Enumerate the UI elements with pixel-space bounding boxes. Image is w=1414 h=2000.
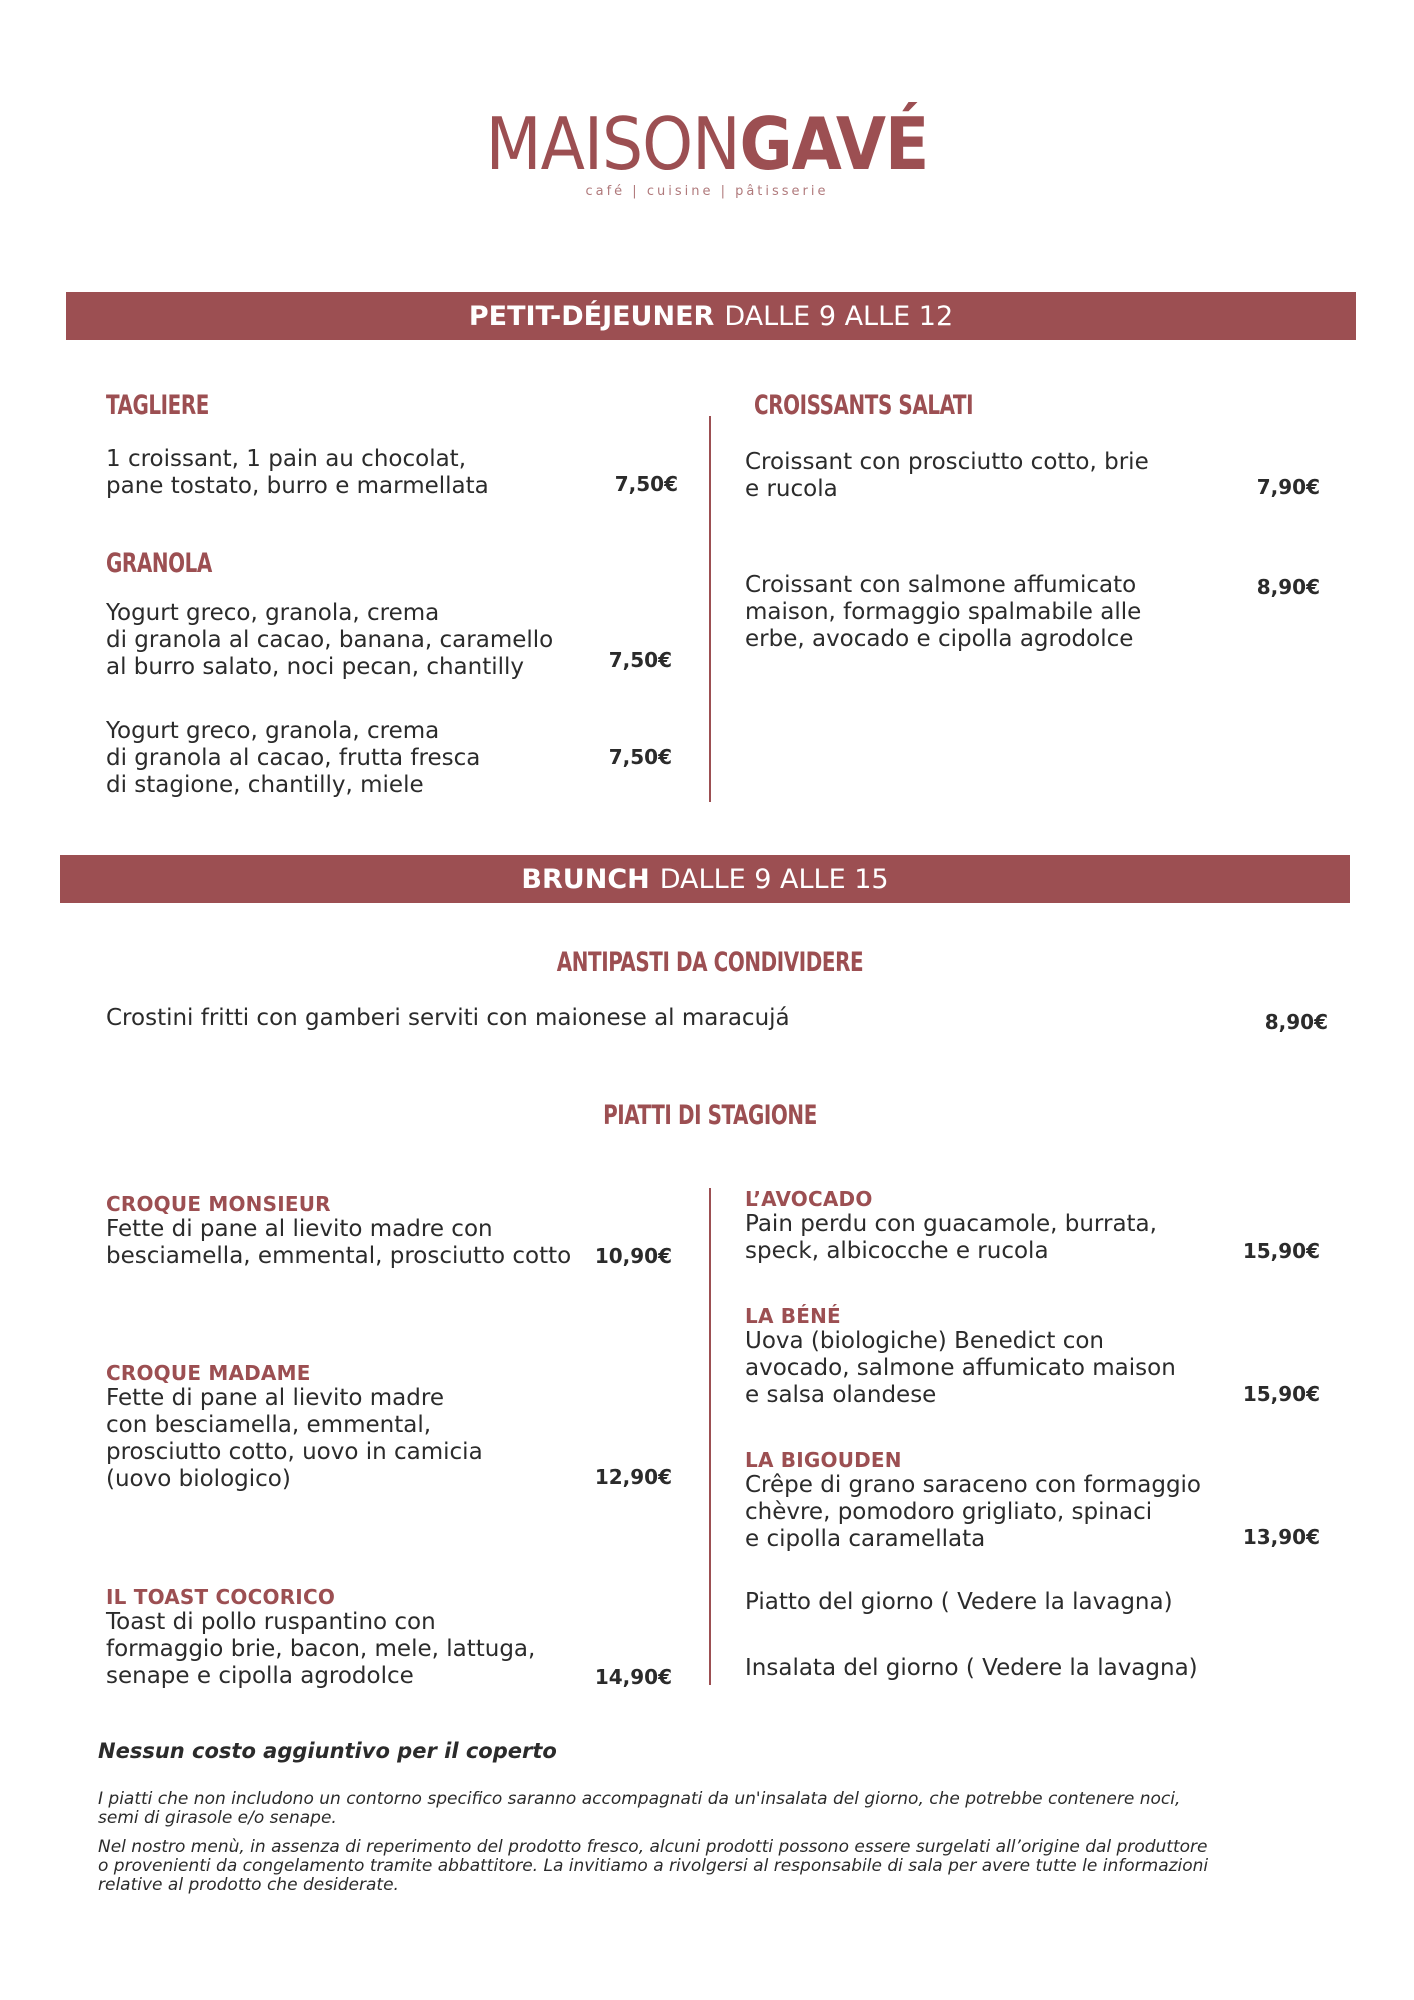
logo bbox=[0, 102, 1414, 199]
item-desc-line: e rucola bbox=[745, 476, 838, 502]
item-desc-line: pane tostato, burro e marmellata bbox=[106, 473, 489, 499]
item-desc-line: maison, formaggio spalmabile alle bbox=[745, 599, 1142, 625]
item-desc-line: e salsa olandese bbox=[745, 1382, 937, 1408]
item-desc-line: speck, albicocche e rucola bbox=[745, 1238, 1049, 1264]
item-desc-line: Pain perdu con guacamole, burrata, bbox=[745, 1211, 1157, 1237]
item-desc-line: avocado, salmone affumicato maison bbox=[745, 1355, 1176, 1381]
item-desc-line: besciamella, emmental, prosciutto cotto bbox=[106, 1243, 572, 1269]
menu-item-la-bigouden bbox=[745, 1472, 1201, 1553]
item-desc-line: formaggio brie, bacon, mele, lattuga, bbox=[106, 1636, 536, 1662]
item-desc-line: Crêpe di grano saraceno con formaggio bbox=[745, 1472, 1202, 1498]
item-desc-line: Fette di pane al lievito madre bbox=[106, 1385, 444, 1411]
category-croissants-salati: CROISSANTS SALATI bbox=[754, 390, 974, 421]
note-line: relative al prodotto che desiderate. bbox=[98, 1875, 399, 1895]
item-desc-line: al burro salato, noci pecan, chantilly bbox=[106, 654, 525, 680]
item-desc-line: Uova (biologiche) Benedict con bbox=[745, 1328, 1104, 1354]
item-desc-line: (uovo biologico) bbox=[106, 1466, 291, 1492]
item-desc-line: di stagione, chantilly, miele bbox=[106, 772, 424, 798]
menu-item-la-bene bbox=[745, 1328, 1176, 1409]
item-price: 15,90€ bbox=[1242, 1239, 1320, 1263]
item-desc-line: di granola al cacao, banana, caramello bbox=[106, 627, 554, 653]
note-contorno bbox=[98, 1790, 1328, 1828]
menu-item-croque-madame bbox=[106, 1385, 483, 1493]
menu-item-insalata-del-giorno: Insalata del giorno ( Vedere la lavagna) bbox=[745, 1655, 1198, 1681]
menu-item-toast-cocorico bbox=[106, 1609, 535, 1690]
item-desc-line: Croissant con salmone affumicato bbox=[745, 572, 1137, 598]
item-price: 7,50€ bbox=[608, 745, 672, 769]
note-line: semi di girasole e/o senape. bbox=[98, 1808, 337, 1828]
banner-brunch bbox=[60, 855, 1350, 903]
category-antipasti: ANTIPASTI DA CONDIVIDERE bbox=[556, 947, 864, 978]
item-price: 7,90€ bbox=[1256, 475, 1320, 499]
item-desc-line: senape e cipolla agrodolce bbox=[106, 1663, 414, 1689]
item-price: 8,90€ bbox=[1256, 575, 1320, 599]
category-granola: GRANOLA bbox=[106, 548, 212, 579]
item-price: 8,90€ bbox=[1264, 1010, 1328, 1034]
item-desc-line: di granola al cacao, frutta fresca bbox=[106, 745, 481, 771]
banner-title: PETIT-DÉJEUNER bbox=[468, 300, 715, 332]
logo-wordmark bbox=[0, 102, 1414, 186]
item-desc-line: Toast di pollo ruspantino con bbox=[106, 1609, 436, 1635]
item-desc-line: Yogurt greco, granola, crema bbox=[106, 718, 440, 744]
item-desc-line: prosciutto cotto, uovo in camicia bbox=[106, 1439, 483, 1465]
category-piatti-di-stagione: PIATTI DI STAGIONE bbox=[603, 1100, 817, 1131]
item-price: 12,90€ bbox=[594, 1465, 672, 1489]
item-desc-line: Fette di pane al lievito madre con bbox=[106, 1216, 493, 1242]
item-price: 14,90€ bbox=[594, 1665, 672, 1689]
menu-item-croissant-2 bbox=[745, 572, 1141, 653]
note-coperto: Nessun costo aggiuntivo per il coperto bbox=[98, 1739, 557, 1763]
item-price: 15,90€ bbox=[1242, 1382, 1320, 1406]
banner-hours: DALLE 9 ALLE 15 bbox=[659, 863, 889, 895]
item-desc-line: Croissant con prosciutto cotto, brie bbox=[745, 449, 1149, 475]
column-divider bbox=[709, 1188, 711, 1685]
banner-title: BRUNCH bbox=[521, 863, 650, 895]
menu-item-croque-monsieur bbox=[106, 1216, 571, 1270]
menu-item-tagliere bbox=[106, 446, 489, 500]
item-desc-line: Yogurt greco, granola, crema bbox=[106, 600, 440, 626]
menu-item-piatto-del-giorno: Piatto del giorno ( Vedere la lavagna) bbox=[745, 1589, 1173, 1615]
item-price: 13,90€ bbox=[1242, 1525, 1320, 1549]
dish-name: CROQUE MONSIEUR bbox=[106, 1192, 331, 1216]
logo-name-bold: GAVÉ bbox=[739, 102, 929, 186]
item-desc-line: chèvre, pomodoro grigliato, spinaci bbox=[745, 1499, 1153, 1525]
banner-petit-dejeuner bbox=[66, 292, 1356, 340]
menu-item-avocado bbox=[745, 1211, 1157, 1265]
item-desc-line: con besciamella, emmental, bbox=[106, 1412, 432, 1438]
menu-item-croissant-1 bbox=[745, 449, 1149, 503]
item-desc-line: 1 croissant, 1 pain au chocolat, bbox=[106, 446, 467, 472]
logo-name-light: MAISON bbox=[485, 102, 740, 186]
logo-tagline: café | cuisine | pâtisserie bbox=[585, 184, 829, 199]
dish-name: LA BÉNÉ bbox=[745, 1304, 841, 1328]
item-price: 10,90€ bbox=[594, 1244, 672, 1268]
menu-item-granola-2 bbox=[106, 718, 480, 799]
column-divider bbox=[709, 416, 711, 802]
menu-item-granola-1 bbox=[106, 600, 553, 681]
dish-name: LA BIGOUDEN bbox=[745, 1448, 902, 1472]
item-price: 7,50€ bbox=[614, 472, 678, 496]
category-tagliere: TAGLIERE bbox=[106, 390, 210, 421]
item-price: 7,50€ bbox=[608, 648, 672, 672]
banner-hours: DALLE 9 ALLE 12 bbox=[724, 300, 954, 332]
note-line: o provenienti da congelamento tramite abbattitore. La invitiamo a rivolgersi al responsabile di sala per avere tutte le informazioni bbox=[98, 1856, 1209, 1876]
menu-item-crostini: Crostini fritti con gamberi serviti con maionese al maracujá bbox=[106, 1005, 790, 1031]
dish-name: L’AVOCADO bbox=[745, 1187, 873, 1211]
dish-name: IL TOAST COCORICO bbox=[106, 1585, 336, 1609]
note-line: Nel nostro menù, in assenza di reperimento del prodotto fresco, alcuni prodotti possono essere surgelati all’origine dal produttore bbox=[98, 1837, 1208, 1857]
item-desc-line: e cipolla caramellata bbox=[745, 1526, 986, 1552]
item-desc-line: erbe, avocado e cipolla agrodolce bbox=[745, 626, 1134, 652]
dish-name: CROQUE MADAME bbox=[106, 1361, 311, 1385]
note-line: I piatti che non includono un contorno specifico saranno accompagnati da un'insalata del giorno, che potrebbe contenere noci, bbox=[98, 1789, 1181, 1809]
note-surgelati bbox=[98, 1838, 1328, 1895]
